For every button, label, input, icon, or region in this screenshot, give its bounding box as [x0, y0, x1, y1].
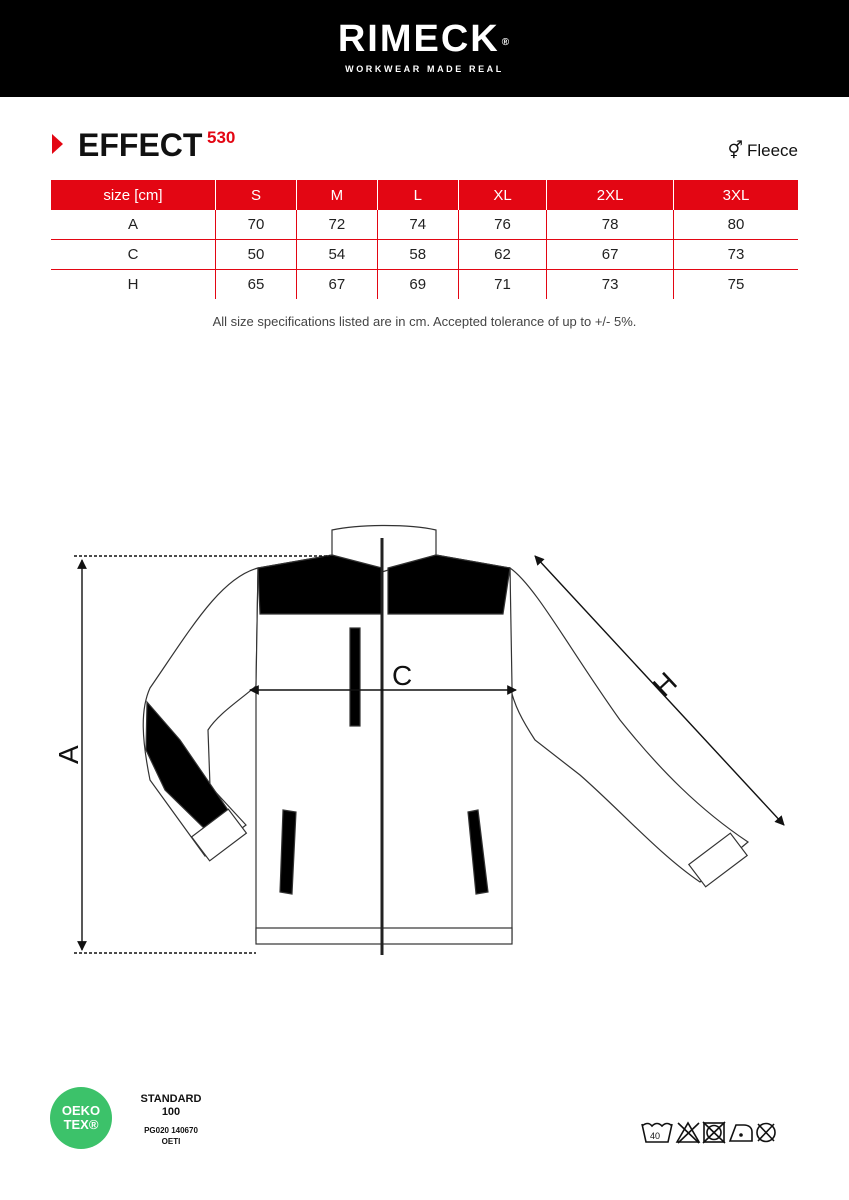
- table-cell: 73: [674, 240, 798, 270]
- table-row: [51, 210, 798, 240]
- brand-header: [0, 0, 849, 97]
- jacket-diagram: [0, 490, 849, 990]
- table-cell: 75: [674, 270, 798, 300]
- table-cell: 73: [547, 270, 674, 300]
- size-header-cell: 2XL: [547, 180, 674, 210]
- tolerance-note: All size specifications listed are in cm. Accepted tolerance of up to +/- 5%.: [212, 314, 637, 329]
- low-iron-icon: [730, 1125, 752, 1141]
- table-row: [51, 270, 798, 300]
- oeko-logo-line1: OEKO: [61, 1103, 101, 1118]
- brand-tagline: WORKWEAR MADE REAL: [345, 64, 504, 74]
- table-cell: 50: [216, 240, 297, 270]
- certificate-institute: OETI: [161, 1137, 181, 1146]
- no-bleach-icon: [677, 1123, 699, 1143]
- material-name: Fleece: [746, 141, 798, 160]
- label-c: C: [392, 660, 413, 691]
- trademark: ®: [501, 37, 512, 48]
- size-header-cell: L: [377, 180, 458, 210]
- wash-temperature: 40: [650, 1131, 661, 1141]
- table-cell: 72: [296, 210, 377, 240]
- table-cell: 71: [458, 270, 547, 300]
- table-cell: 54: [296, 240, 377, 270]
- label-a: A: [53, 745, 84, 764]
- title-arrow-icon: [52, 134, 63, 154]
- size-table: [51, 180, 798, 299]
- chest-pocket: [350, 628, 360, 726]
- brand-name: RIMECK: [337, 18, 500, 60]
- wash-40-icon: [642, 1124, 672, 1143]
- right-shoulder-panel: [388, 555, 510, 614]
- table-cell: 58: [377, 240, 458, 270]
- oeko-tex-logo: [50, 1087, 112, 1149]
- oeko-tex-badge: [50, 1087, 220, 1152]
- left-shoulder-panel: [258, 555, 382, 614]
- size-header-label: size [cm]: [51, 180, 216, 210]
- table-cell: 76: [458, 210, 547, 240]
- size-header-cell: S: [216, 180, 297, 210]
- no-dry-clean-icon: [757, 1124, 775, 1142]
- table-cell: 80: [674, 210, 798, 240]
- product-name: EFFECT: [78, 127, 203, 163]
- unisex-icon: ⚥: [727, 141, 743, 160]
- product-number: 530: [207, 128, 236, 147]
- care-symbols: [640, 1118, 800, 1148]
- table-cell: 65: [216, 270, 297, 300]
- hem-band: [256, 928, 512, 944]
- certificate-code: PG020 140670: [144, 1126, 198, 1135]
- right-sleeve: [510, 568, 748, 882]
- standard-label: STANDARD: [140, 1093, 202, 1105]
- table-cell: 67: [296, 270, 377, 300]
- material-label: [728, 141, 798, 161]
- size-header-cell: M: [296, 180, 377, 210]
- table-cell: 67: [547, 240, 674, 270]
- product-title-row: [50, 125, 800, 165]
- jacket-body: [143, 526, 748, 945]
- brand-logo: [0, 18, 849, 60]
- oeko-logo-line2: TEX®: [63, 1117, 99, 1132]
- oeko-standard: [121, 1093, 221, 1119]
- size-header-cell: 3XL: [674, 180, 798, 210]
- label-h: H: [646, 666, 683, 703]
- size-table-header: [51, 180, 798, 210]
- table-cell: 78: [547, 210, 674, 240]
- row-label: C: [51, 240, 216, 270]
- no-tumble-dry-icon: [703, 1122, 725, 1143]
- standard-number: 100: [161, 1106, 181, 1118]
- table-row: [51, 240, 798, 270]
- size-header-cell: XL: [458, 180, 547, 210]
- table-cell: 74: [377, 210, 458, 240]
- table-cell: 69: [377, 270, 458, 300]
- row-label: H: [127, 276, 139, 293]
- table-cell: 70: [216, 210, 297, 240]
- row-label: A: [51, 210, 216, 240]
- oeko-certificate: [121, 1125, 221, 1147]
- table-cell: 62: [458, 240, 547, 270]
